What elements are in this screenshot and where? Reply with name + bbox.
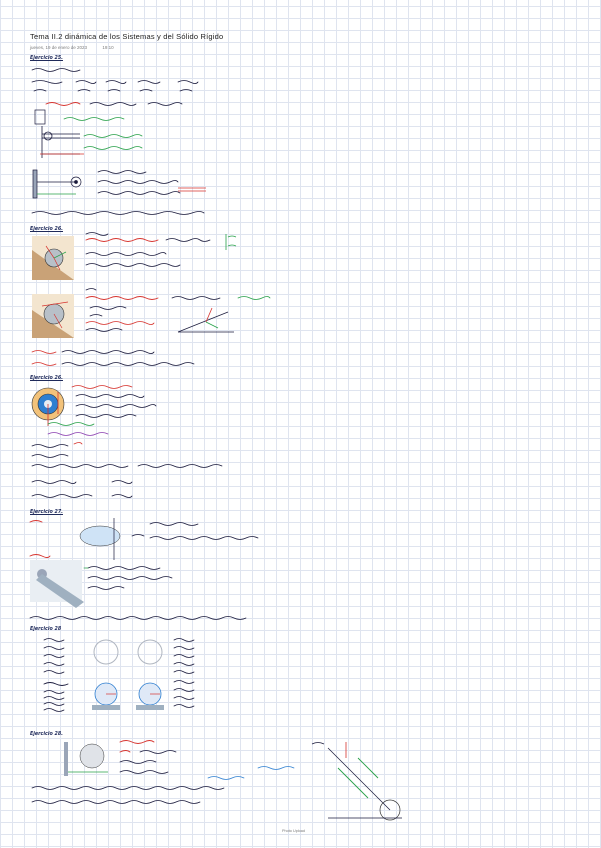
exercise-26b-handwriting [28, 382, 278, 512]
page-time: 19:10 [102, 45, 114, 50]
exercise-28-diagrams [38, 632, 238, 718]
exercise-heading-27: Ejercicio 27. [30, 510, 63, 515]
exercise-heading-26a: Ejercicio 26. [30, 227, 63, 232]
exercise-25-handwriting [28, 62, 278, 222]
exercise-26-handwriting [28, 232, 278, 372]
exercise-heading-25: Ejercicio 25. [30, 56, 63, 61]
exercise-heading-26b: Ejercicio 26. [30, 376, 63, 381]
page-meta [30, 45, 128, 50]
exercise-heading-28a: Ejercicio 28 [30, 627, 62, 632]
page-footer: Photo Upload [282, 829, 306, 833]
page-title: Tema II.2 dinámica de los Sistemas y del Sólido Rígido [30, 32, 224, 41]
exercise-28b-handwriting [28, 738, 418, 824]
exercise-27-handwriting [28, 516, 278, 626]
page-date: jueves, 19 de enero de 2023 [30, 45, 88, 50]
exercise-heading-28b: Ejercicio 28. [30, 732, 63, 737]
